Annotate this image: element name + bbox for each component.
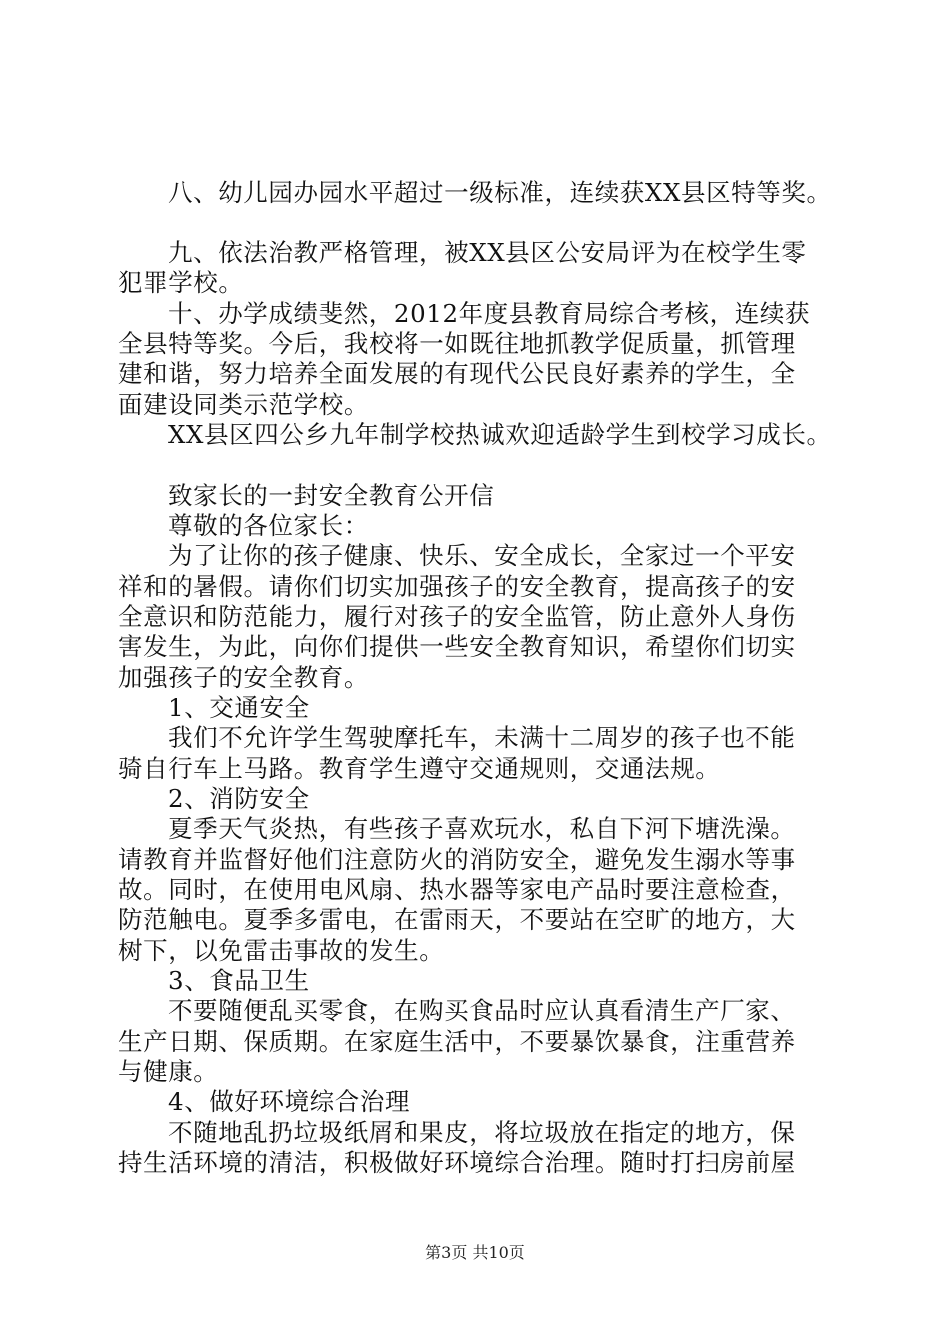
paragraph-line: 故。同时，在使用电风扇、热水器等家电产品时要注意检查， xyxy=(118,875,796,904)
paragraph-line: 树下，以免雷击事故的发生。 xyxy=(118,936,445,965)
section-heading-fire: 2、消防安全 xyxy=(168,784,310,813)
paragraph-line: 为了让你的孩子健康、快乐、安全成长，全家过一个平安 xyxy=(168,541,796,570)
paragraph-line: 夏季天气炎热，有些孩子喜欢玩水，私自下河下塘洗澡。 xyxy=(168,814,796,843)
letter-salutation: 尊敬的各位家长： xyxy=(168,511,369,540)
paragraph-line: 持生活环境的清洁，积极做好环境综合治理。随时打扫房前屋 xyxy=(118,1148,796,1177)
paragraph-line: 全县特等奖。今后，我校将一如既往地抓教学促质量，抓管理 xyxy=(118,329,796,358)
paragraph-line: 骑自行车上马路。教育学生遵守交通规则，交通法规。 xyxy=(118,754,721,783)
paragraph-line: 不要随便乱买零食，在购买食品时应认真看清生产厂家、 xyxy=(168,996,796,1025)
paragraph-line: 请教育并监督好他们注意防火的消防安全，避免发生溺水等事 xyxy=(118,845,796,874)
section-heading-food: 3、食品卫生 xyxy=(168,966,310,995)
section-heading-traffic: 1、交通安全 xyxy=(168,693,310,722)
paragraph-line: 不随地乱扔垃圾纸屑和果皮，将垃圾放在指定的地方，保 xyxy=(168,1118,796,1147)
page-number-footer: 第3页 共10页 xyxy=(425,1243,525,1262)
paragraph-line: 十、办学成绩斐然，2012年度县教育局综合考核，连续获 xyxy=(168,299,811,328)
paragraph-line: 面建设同类示范学校。 xyxy=(118,390,369,419)
paragraph-line: 防范触电。夏季多雷电，在雷雨天，不要站在空旷的地方，大 xyxy=(118,905,796,934)
paragraph-line: 九、依法治教严格管理，被XX县区公安局评为在校学生零 xyxy=(168,238,807,267)
paragraph-line: 建和谐，努力培养全面发展的有现代公民良好素养的学生，全 xyxy=(118,359,796,388)
paragraph-line: 加强孩子的安全教育。 xyxy=(118,663,369,692)
paragraph-line: 与健康。 xyxy=(118,1057,219,1086)
paragraph-line: 生产日期、保质期。在家庭生活中，不要暴饮暴食，注重营养 xyxy=(118,1027,796,1056)
paragraph-line: 全意识和防范能力，履行对孩子的安全监管，防止意外人身伤 xyxy=(118,602,796,631)
paragraph-line: 八、幼儿园办园水平超过一级标准，连续获XX县区特等奖。 xyxy=(168,178,832,207)
section-heading-environment: 4、做好环境综合治理 xyxy=(168,1087,411,1116)
paragraph-line: 犯罪学校。 xyxy=(118,268,244,297)
paragraph-line: XX县区四公乡九年制学校热诚欢迎适龄学生到校学习成长。 xyxy=(168,420,832,449)
paragraph-line: 害发生，为此，向你们提供一些安全教育知识，希望你们切实 xyxy=(118,632,796,661)
paragraph-line: 我们不允许学生驾驶摩托车，未满十二周岁的孩子也不能 xyxy=(168,723,796,752)
paragraph-line: 祥和的暑假。请你们切实加强孩子的安全教育，提高孩子的安 xyxy=(118,572,796,601)
letter-title: 致家长的一封安全教育公开信 xyxy=(168,481,495,510)
